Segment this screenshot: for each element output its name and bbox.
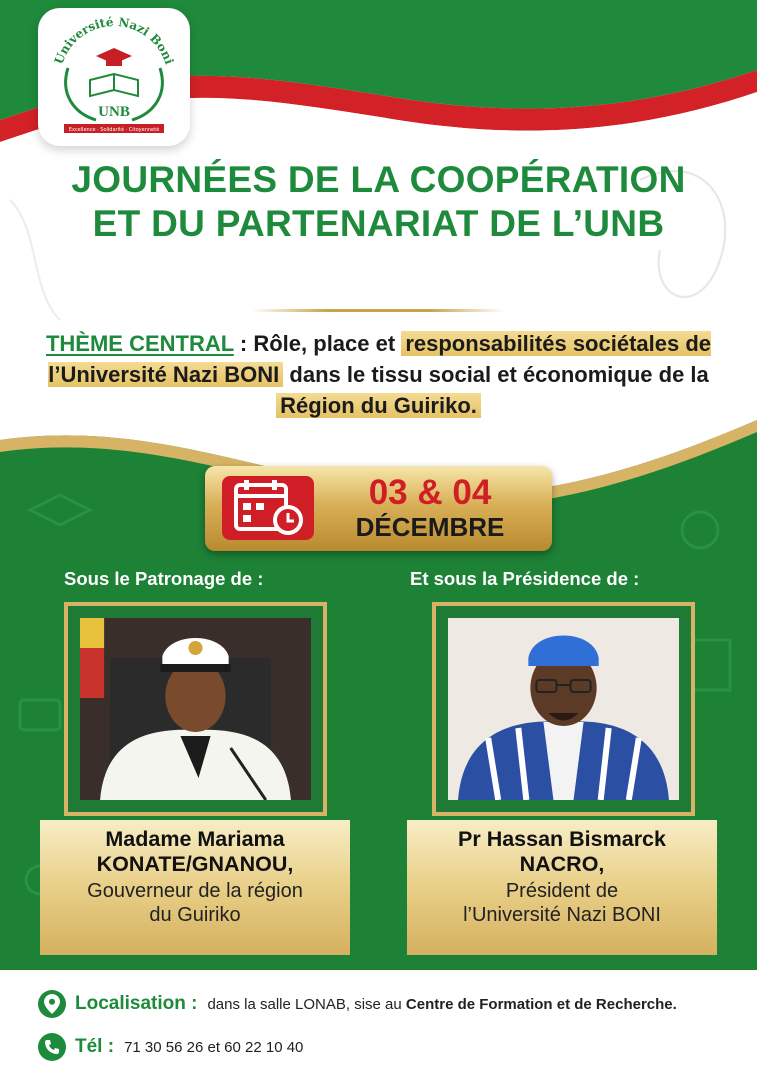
university-logo	[38, 8, 190, 146]
theme-label: THÈME CENTRAL	[45, 331, 234, 356]
president-nameplate	[407, 820, 717, 955]
page-title	[0, 158, 757, 246]
central-theme	[40, 328, 717, 421]
theme-text-2: dans le tissu social et économique de la	[283, 362, 709, 387]
president-role: Président de l’Université Nazi BONI	[463, 880, 661, 926]
theme-separator: :	[233, 331, 254, 356]
presidence-heading: Et sous la Présidence de :	[410, 568, 640, 589]
president-name: Pr Hassan Bismarck NACRO,	[458, 827, 666, 876]
svg-text:UNB: UNB	[98, 104, 130, 120]
phone-icon	[38, 1033, 66, 1061]
date-banner	[205, 466, 552, 551]
governor-nameplate	[40, 820, 350, 955]
event-month: DÉCEMBRE	[355, 512, 505, 542]
event-days: 03 & 04	[368, 473, 492, 512]
phone-row	[38, 1033, 303, 1061]
governor-photo	[80, 618, 311, 800]
location-text: dans la salle LONAB, sise au Centre de Formation et de Recherche.	[207, 995, 677, 1013]
svg-text:Excellence · Solidarité · Cito: Excellence · Solidarité · Citoyenneté	[68, 127, 160, 133]
divider	[252, 309, 505, 312]
president-photo	[448, 618, 679, 800]
phone-label: Tél :	[75, 1036, 115, 1057]
governor-photo-frame	[64, 602, 327, 816]
svg-text:Université Nazi Boni: Université Nazi Boni	[51, 14, 177, 67]
footer-background	[0, 970, 757, 1080]
location-label: Localisation :	[75, 993, 198, 1014]
location-pin-icon	[38, 990, 66, 1018]
title-line-1: JOURNÉES DE LA COOPÉRATION	[71, 159, 686, 200]
calendar-clock-icon	[222, 476, 314, 540]
governor-role: Gouverneur de la région du Guiriko	[87, 880, 303, 926]
governor-name: Madame Mariama KONATE/GNANOU,	[96, 827, 294, 876]
title-line-2: ET DU PARTENARIAT DE L’UNB	[92, 203, 665, 244]
phone-numbers: 71 30 56 26 et 60 22 10 40	[124, 1038, 304, 1056]
location-row	[38, 990, 677, 1018]
president-photo-frame	[432, 602, 695, 816]
theme-highlight-2: Région du Guiriko.	[276, 393, 481, 418]
patronage-heading: Sous le Patronage de :	[64, 568, 264, 589]
unb-logo-icon	[38, 8, 190, 146]
theme-text-1: Rôle, place et	[253, 331, 402, 356]
theme-highlight-1: responsabilités sociétales de l’Université Nazi BONI	[48, 331, 712, 387]
